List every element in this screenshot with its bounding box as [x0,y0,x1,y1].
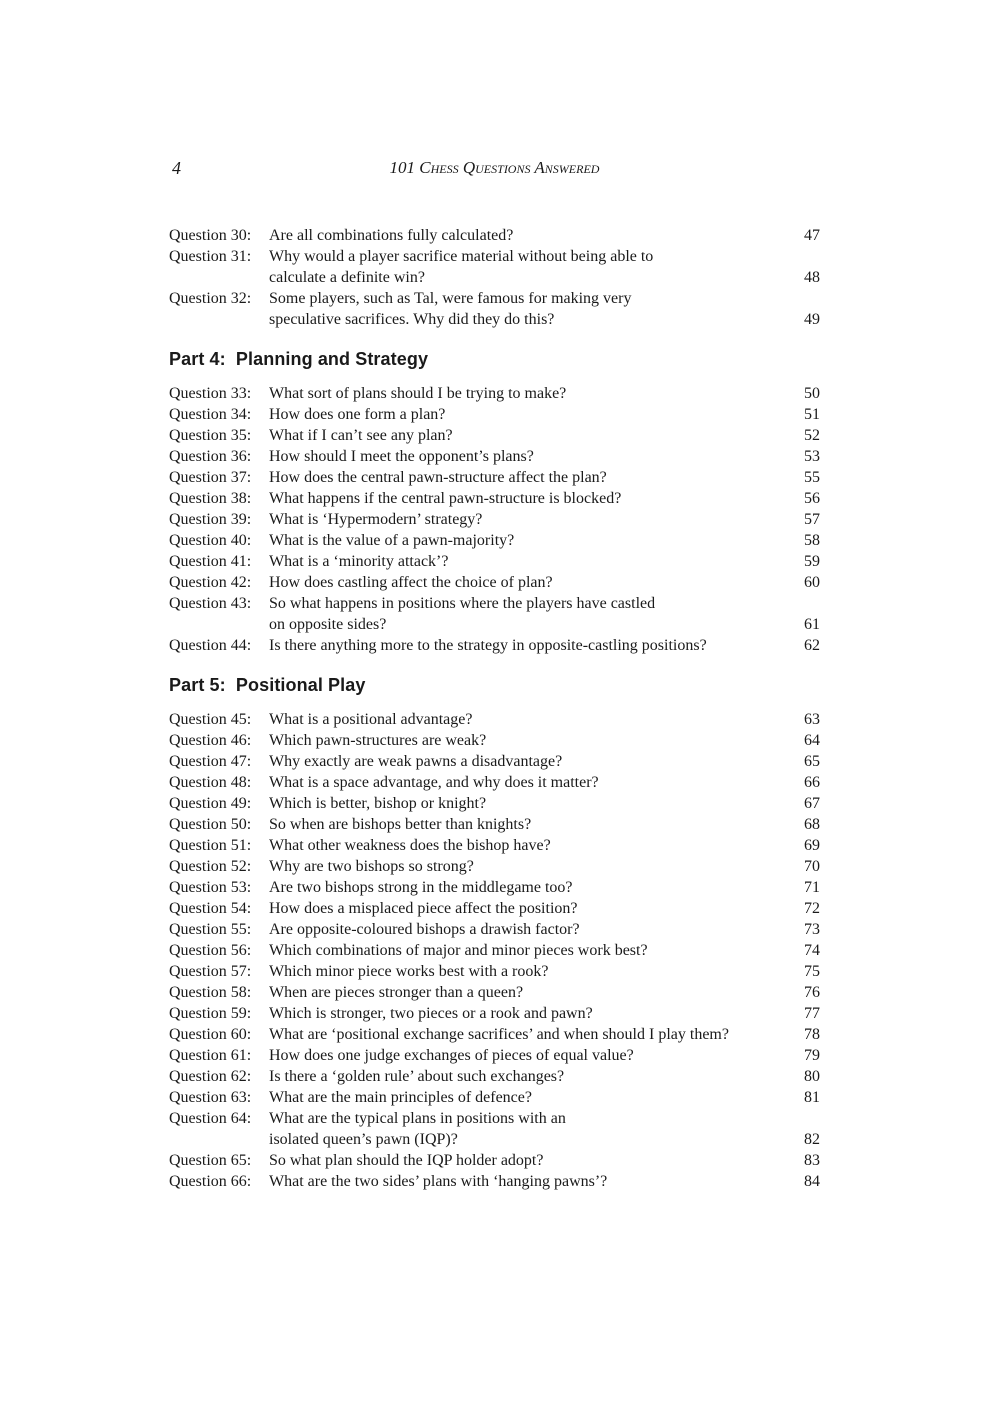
page-number: 4 [172,158,181,178]
question-title: Is there a ‘golden rule’ about such exchanges? [269,1068,565,1085]
page-ref: 65 [804,753,820,770]
toc-entry [169,709,820,730]
question-label: Question 59: [169,1005,252,1022]
part-heading: Part 5: Positional Play [169,675,366,695]
question-label: Question 44: [169,637,252,654]
page-ref: 83 [804,1152,820,1169]
question-title: Why are two bishops so strong? [269,858,474,875]
question-label: Question 42: [169,574,252,591]
page-ref: 78 [804,1026,820,1043]
toc-entry [169,1066,820,1087]
question-label: Question 46: [169,732,252,749]
toc-entry [169,404,820,425]
page-ref: 77 [804,1005,820,1022]
question-title: What is a ‘minority attack’? [269,553,449,570]
page-ref: 49 [804,311,820,328]
question-label: Question 56: [169,942,252,959]
page-ref: 76 [804,984,820,1001]
page-ref: 70 [804,858,820,875]
question-title: What is the value of a pawn-majority? [269,532,515,549]
book-title [169,158,820,178]
question-label: Question 48: [169,774,252,791]
page-ref: 51 [804,406,820,423]
question-label: Question 37: [169,469,252,486]
question-label: Question 30: [169,227,252,244]
question-title: Why exactly are weak pawns a disadvantage? [269,753,563,770]
toc-entry [169,793,820,814]
page-ref: 74 [804,942,820,959]
page-ref: 64 [804,732,820,749]
page-ref: 84 [804,1173,820,1190]
toc-entry [169,425,820,446]
page-ref: 48 [804,269,820,286]
question-label: Question 32: [169,290,252,307]
toc-entry [169,635,820,656]
question-label: Question 47: [169,753,252,770]
toc-entry [169,1045,820,1066]
question-label: Question 38: [169,490,252,507]
toc-section [169,347,820,656]
question-title: Some players, such as Tal, were famous for making very speculative sacrifices. Why did they do this? [269,290,632,328]
question-label: Question 61: [169,1047,252,1064]
question-label: Question 33: [169,385,252,402]
question-label: Question 45: [169,711,252,728]
question-label: Question 63: [169,1089,252,1106]
toc-entry [169,593,820,635]
page-ref: 62 [804,637,820,654]
toc-entry [169,835,820,856]
toc-entry [169,1108,820,1150]
page-ref: 60 [804,574,820,591]
question-title: Is there anything more to the strategy in opposite-castling positions? [269,637,707,654]
question-label: Question 41: [169,553,252,570]
question-title: How does one judge exchanges of pieces of equal value? [269,1047,634,1064]
toc-entry [169,467,820,488]
running-head [169,158,820,182]
page-ref: 68 [804,816,820,833]
toc-entry [169,288,820,330]
toc-entry [169,551,820,572]
question-title: What happens if the central pawn-structure is blocked? [269,490,622,507]
question-title: What sort of plans should I be trying to make? [269,385,567,402]
question-title: Which is better, bishop or knight? [269,795,487,812]
question-label: Question 35: [169,427,252,444]
part-heading: Part 4: Planning and Strategy [169,349,429,369]
question-label: Question 65: [169,1152,252,1169]
page-ref: 71 [804,879,820,896]
question-label: Question 55: [169,921,252,938]
question-title: Are all combinations fully calculated? [269,227,514,244]
toc-entry [169,1150,820,1171]
question-title: How does castling affect the choice of plan? [269,574,553,591]
page-ref: 57 [804,511,820,528]
question-title: What are the typical plans in positions with an isolated queen’s pawn (IQP)? [269,1110,566,1148]
toc-entry [169,509,820,530]
question-label: Question 36: [169,448,252,465]
question-label: Question 53: [169,879,252,896]
question-label: Question 50: [169,816,252,833]
question-label: Question 34: [169,406,252,423]
page-ref: 52 [804,427,820,444]
toc-entry [169,225,820,246]
page-ref: 63 [804,711,820,728]
toc-entry [169,246,820,288]
toc-entry [169,898,820,919]
question-title: So when are bishops better than knights? [269,816,532,833]
toc-entry [169,877,820,898]
question-title: So what happens in positions where the players have castled on opposite sides? [269,595,656,633]
toc-section [169,673,820,1192]
page-ref: 58 [804,532,820,549]
question-label: Question 39: [169,511,252,528]
toc-section [169,225,820,330]
page-ref: 55 [804,469,820,486]
page-ref: 73 [804,921,820,938]
question-title: How does a misplaced piece affect the position? [269,900,578,917]
question-title: What is a space advantage, and why does it matter? [269,774,599,791]
toc-entry [169,572,820,593]
question-title: Which combinations of major and minor pieces work best? [269,942,648,959]
page-ref: 66 [804,774,820,791]
question-label: Question 52: [169,858,252,875]
question-label: Question 58: [169,984,252,1001]
question-label: Question 40: [169,532,252,549]
question-title: Are opposite-coloured bishops a drawish factor? [269,921,580,938]
question-title: When are pieces stronger than a queen? [269,984,524,1001]
toc-entry [169,1003,820,1024]
toc-entry [169,982,820,1003]
page-ref: 72 [804,900,820,917]
page-ref: 47 [804,227,820,244]
question-title: Which is stronger, two pieces or a rook and pawn? [269,1005,593,1022]
page-ref: 75 [804,963,820,980]
question-title: What if I can’t see any plan? [269,427,453,444]
toc-entry [169,530,820,551]
question-title: What is ‘Hypermodern’ strategy? [269,511,483,528]
toc-entry [169,446,820,467]
page-ref: 82 [804,1131,820,1148]
question-title: What are the two sides’ plans with ‘hanging pawns’? [269,1173,608,1190]
question-label: Question 31: [169,248,252,265]
question-label: Question 54: [169,900,252,917]
page-ref: 67 [804,795,820,812]
book-title-text: 101 Chess Questions Answered [389,158,600,177]
toc-entry [169,940,820,961]
question-title: Which minor piece works best with a rook? [269,963,549,980]
question-title: What are ‘positional exchange sacrifices’ and when should I play them? [269,1026,729,1043]
question-label: Question 43: [169,595,252,612]
toc-entry [169,1087,820,1108]
question-label: Question 60: [169,1026,252,1043]
page-ref: 80 [804,1068,820,1085]
question-title: What other weakness does the bishop have? [269,837,551,854]
question-title: Why would a player sacrifice material without being able to calculate a definite win? [269,248,654,286]
question-title: How does the central pawn-structure affect the plan? [269,469,607,486]
question-label: Question 64: [169,1110,252,1127]
page-ref: 50 [804,385,820,402]
question-title: What is a positional advantage? [269,711,473,728]
toc-entry [169,383,820,404]
question-label: Question 57: [169,963,252,980]
question-title: So what plan should the IQP holder adopt? [269,1152,544,1169]
page-ref: 81 [804,1089,820,1106]
question-label: Question 66: [169,1173,252,1190]
toc-entry [169,856,820,877]
toc-entry [169,919,820,940]
question-title: Are two bishops strong in the middlegame too? [269,879,573,896]
page-ref: 79 [804,1047,820,1064]
toc-entry [169,961,820,982]
question-label: Question 49: [169,795,252,812]
page-ref: 69 [804,837,820,854]
page-ref: 56 [804,490,820,507]
question-label: Question 62: [169,1068,252,1085]
question-title: How does one form a plan? [269,406,446,423]
page-ref: 61 [804,616,820,633]
question-title: What are the main principles of defence? [269,1089,532,1106]
question-label: Question 51: [169,837,252,854]
page-ref: 59 [804,553,820,570]
table-of-contents [169,225,820,1192]
toc-entry [169,1171,820,1192]
page-ref: 53 [804,448,820,465]
toc-entry [169,1024,820,1045]
toc-entry [169,772,820,793]
question-title: How should I meet the opponent’s plans? [269,448,534,465]
toc-entry [169,751,820,772]
question-title: Which pawn-structures are weak? [269,732,487,749]
toc-entry [169,730,820,751]
toc-entry [169,488,820,509]
toc-entry [169,814,820,835]
